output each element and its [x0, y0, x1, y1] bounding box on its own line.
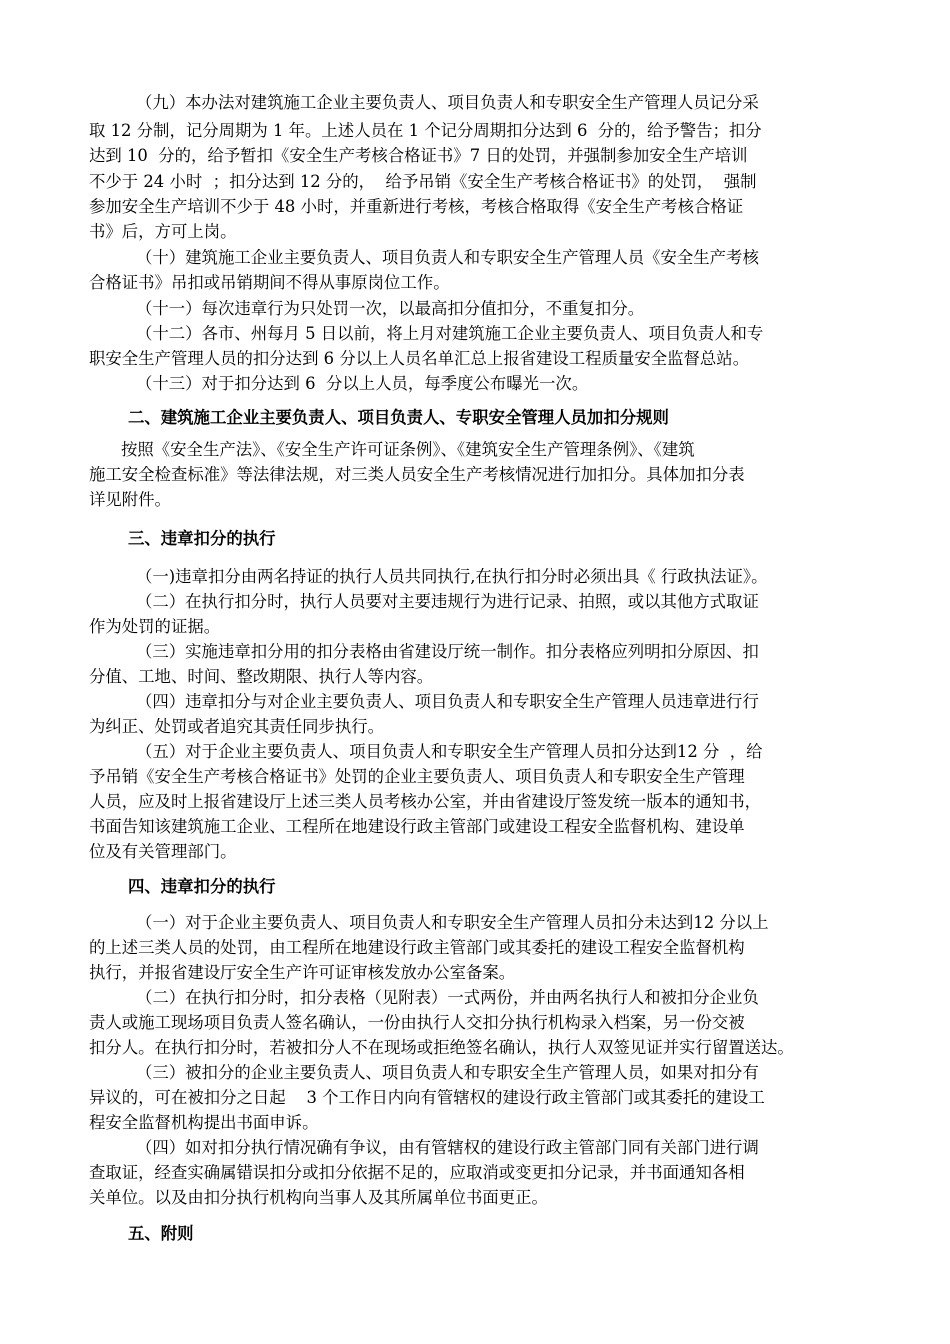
- section4-item3-line-1: （三）被扣分的企业主要负责人、项目负责人和专职安全生产管理人员，如果对扣分有: [136, 1063, 759, 1082]
- item11-line-1: （十一）每次违章行为只处罚一次，以最高扣分值扣分，不重复扣分。: [136, 299, 645, 318]
- item13-line-1: （十三）对于扣分达到 6 分以上人员，每季度公布曝光一次。: [136, 374, 589, 393]
- section3-item3-line-2: 分值、工地、时间、整改期限、执行人等内容。: [89, 667, 434, 686]
- section4-item2-line-2: 责人或施工现场项目负责人签名确认，一份由执行人交扣分执行机构录入档案，另一份交被: [89, 1013, 745, 1032]
- section4-item4-line-2: 查取证，经查实确属错误扣分或扣分依据不足的，应取消或变更扣分记录，并书面通知各相: [89, 1163, 745, 1182]
- section3-item5-line-5: 位及有关管理部门。: [89, 842, 237, 861]
- section3-item5-line-2: 予吊销《安全生产考核合格证书》处罚的企业主要负责人、项目负责人和专职安全生产管理: [89, 767, 745, 786]
- item9-line-6: 书》后，方可上岗。: [89, 222, 237, 241]
- section4-item3-line-2: 异议的，可在被扣分之日起 3 个工作日内向有管辖权的建设行政主管部门或其委托的建设工: [89, 1088, 765, 1107]
- section4-item2-line-3: 扣分人。在执行扣分时，若被扣分人不在现场或拒绝签名确认，执行人双签见证并实行留置送达。: [89, 1038, 794, 1057]
- section2-heading: 二、建筑施工企业主要负责人、项目负责人、专职安全管理人员加扣分规则: [128, 408, 669, 427]
- item12-line-1: （十二）各市、州每月 5 日以前，将上月对建筑施工企业主要负责人、项目负责人和专: [136, 324, 764, 343]
- section4-item1-line-2: 的上述三类人员的处罚，由工程所在地建设行政主管部门或其委托的建设工程安全监督机构: [89, 938, 745, 957]
- section4-item1-line-3: 执行，并报省建设厅安全生产许可证审核发放办公室备案。: [89, 963, 516, 982]
- section3-item2-line-1: （二）在执行扣分时，执行人员要对主要违规行为进行记录、拍照，或以其他方式取证: [136, 592, 759, 611]
- item9-line-2: 取 12 分制，记分周期为 1 年。上述人员在 1 个记分周期扣分达到 6 分的，给予警告；扣分: [89, 121, 762, 140]
- section4-item3-line-3: 程安全监督机构提出书面申诉。: [89, 1113, 319, 1132]
- item12-line-2: 职安全生产管理人员的扣分达到 6 分以上人员名单汇总上报省建设工程质量安全监督总站。: [89, 349, 750, 368]
- section4-item4-line-1: （四）如对扣分执行情况确有争议，由有管辖权的建设行政主管部门同有关部门进行调: [136, 1138, 759, 1157]
- section3-item4-line-1: （四）违章扣分与对企业主要负责人、项目负责人和专职安全生产管理人员违章进行行: [136, 692, 759, 711]
- item9-line-5: 参加安全生产培训不少于 48 小时，并重新进行考核，考核合格取得《安全生产考核合格证: [89, 197, 744, 216]
- item9-line-1: （九）本办法对建筑施工企业主要负责人、项目负责人和专职安全生产管理人员记分采: [136, 93, 759, 112]
- section4-item4-line-3: 关单位。以及由扣分执行机构向当事人及其所属单位书面更正。: [89, 1188, 548, 1207]
- section3-item4-line-2: 为纠正、处罚或者追究其责任同步执行。: [89, 717, 385, 736]
- section3-item5-line-4: 书面告知该建筑施工企业、工程所在地建设行政主管部门或建设工程安全监督机构、建设单: [89, 817, 745, 836]
- section3-item2-line-2: 作为处罚的证据。: [89, 617, 221, 636]
- section3-item5-line-1: （五）对于企业主要负责人、项目负责人和专职安全生产管理人员扣分达到12 分 ，给: [136, 742, 763, 761]
- section3-heading: 三、违章扣分的执行: [128, 529, 276, 548]
- section2-line-3: 详见附件。: [89, 490, 171, 509]
- section3-item5-line-3: 人员，应及时上报省建设厅上述三类人员考核办公室，并由省建设厅签发统一版本的通知书，: [89, 792, 762, 811]
- section5-heading: 五、附则: [128, 1224, 194, 1243]
- section4-heading: 四、违章扣分的执行: [128, 877, 276, 896]
- section2-line-2: 施工安全检查标准》等法律法规，对三类人员安全生产考核情况进行加扣分。具体加扣分表: [89, 465, 745, 484]
- item9-line-3: 达到 10 分的，给予暂扣《安全生产考核合格证书》7 日的处罚，并强制参加安全生产培训: [89, 146, 748, 165]
- section2-line-1: 按照《安全生产法》、《安全生产许可证条例》、《建筑安全生产管理条例》、《建筑: [121, 440, 695, 459]
- section4-item2-line-1: （二）在执行扣分时，扣分表格（见附表）一式两份，并由两名执行人和被扣分企业负: [136, 988, 759, 1007]
- section3-item3-line-1: （三）实施违章扣分用的扣分表格由省建设厅统一制作。扣分表格应列明扣分原因、扣: [136, 642, 759, 661]
- section3-item1-line-1: （一)违章扣分由两名持证的执行人员共同执行,在执行扣分时必须出具《 行政执法证》。: [136, 567, 768, 586]
- item10-line-2: 合格证书》吊扣或吊销期间不得从事原岗位工作。: [89, 273, 450, 292]
- item10-line-1: （十）建筑施工企业主要负责人、项目负责人和专职安全生产管理人员《安全生产考核: [136, 248, 759, 267]
- section4-item1-line-1: （一）对于企业主要负责人、项目负责人和专职安全生产管理人员扣分未达到12 分以上: [136, 913, 769, 932]
- item9-line-4: 不少于 24 小时 ；扣分达到 12 分的， 给予吊销《安全生产考核合格证书》的处罚， 强制: [89, 172, 757, 191]
